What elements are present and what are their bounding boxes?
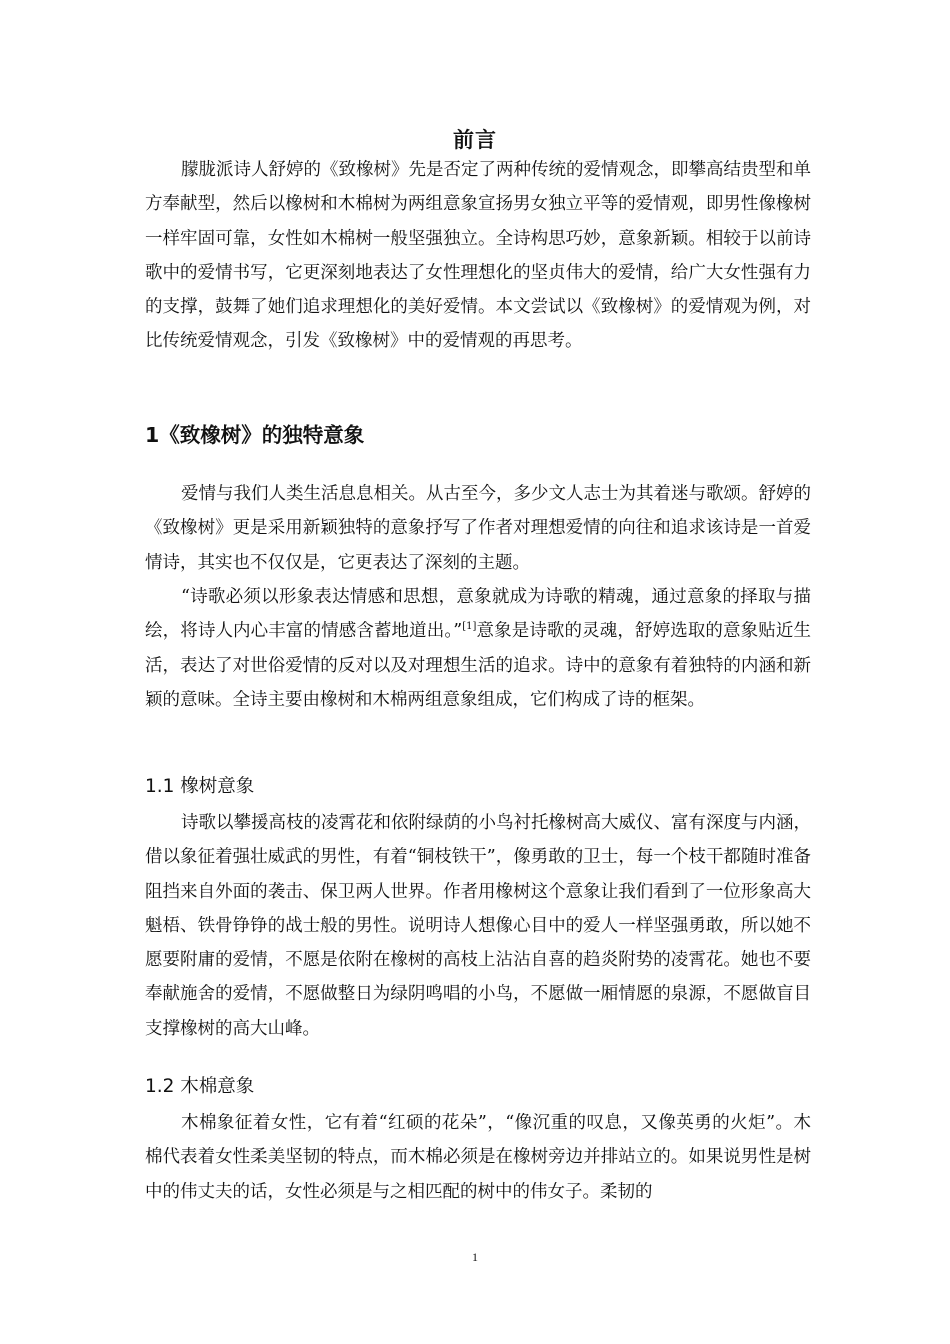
section-1-paragraph-2 bbox=[145, 580, 811, 717]
section-1-2-heading: 1.2 木棉意象 bbox=[145, 1076, 255, 1097]
preface-paragraph: 朦胧派诗人舒婷的《致橡树》先是否定了两种传统的爱情观念，即攀高结贵型和单方奉献型，然后以橡树和木棉树为两组意象宣扬男女独立平等的爱情观，即男性像橡树一样牢固可靠，女性如木棉树一般坚强独立。全诗构思巧妙，意象新颖。相较于以前诗歌中的爱情书写，它更深刻地表达了女性理想化的坚贞伟大的爱情，给广大女性强有力的支撑，鼓舞了她们追求理想化的美好爱情。本文尝试以《致橡树》的爱情观为例，对比传统爱情观念，引发《致橡树》中的爱情观的再思考。 bbox=[145, 160, 811, 352]
section-1-1-heading: 1.1 橡树意象 bbox=[145, 776, 255, 797]
section-1-paragraph-1: 爱情与我们人类生活息息相关。从古至今，多少文人志士为其着迷与歌颂。舒婷的《致橡树》更是采用新颖独特的意象抒写了作者对理想爱情的向往和追求该诗是一首爱情诗，其实也不仅仅是，它更表达了深刻的主题。 bbox=[145, 484, 811, 573]
page-number: 1 bbox=[472, 1250, 478, 1264]
page-title: 前言 bbox=[453, 128, 497, 152]
section-1-2-paragraph: 木棉象征着女性，它有着“红硕的花朵”，“像沉重的叹息，又像英勇的火炬”。木棉代表着女性柔美坚韧的特点，而木棉必须是在橡树旁边并排站立的。如果说男性是树中的伟丈夫的话，女性必须是与之相匹配的树中的伟女子。柔韧的 bbox=[145, 1113, 811, 1202]
quotation: “诗歌必须以形象表达情感和思想，意象就成为诗歌的精魂，通过意象的择取与描绘，将诗人内心丰富的情感含蓄地道出。” bbox=[145, 587, 811, 642]
section-1-1-paragraph: 诗歌以攀援高枝的凌霄花和依附绿荫的小鸟衬托橡树高大威仪、富有深度与内涵，借以象征着强壮威武的男性，有着“铜枝铁干”，像勇敢的卫士，每一个枝干都随时准备阻挡来自外面的袭击、保卫两人世界。作者用橡树这个意象让我们看到了一位形象高大魁梧、铁骨铮铮的战士般的男性。说明诗人想像心目中的爱人一样坚强勇敢，所以她不愿要附庸的爱情，不愿是依附在橡树的高枝上沾沾自喜的趋炎附势的凌霄花。她也不要奉献施舍的爱情，不愿做整日为绿阴鸣唱的小鸟，不愿做一厢情愿的泉源，不愿做盲目支撑橡树的高大山峰。 bbox=[145, 813, 811, 1039]
citation-marker: [1] bbox=[462, 621, 477, 633]
paragraph-text: 意象是诗歌的灵魂，舒婷选取的意象贴近生活，表达了对世俗爱情的反对以及对理想生活的追求。诗中的意象有着独特的内涵和新颖的意味。全诗主要由橡树和木棉两组意象组成，它们构成了诗的框架。 bbox=[145, 621, 811, 710]
section-1-heading: 1《致橡树》的独特意象 bbox=[145, 423, 365, 447]
